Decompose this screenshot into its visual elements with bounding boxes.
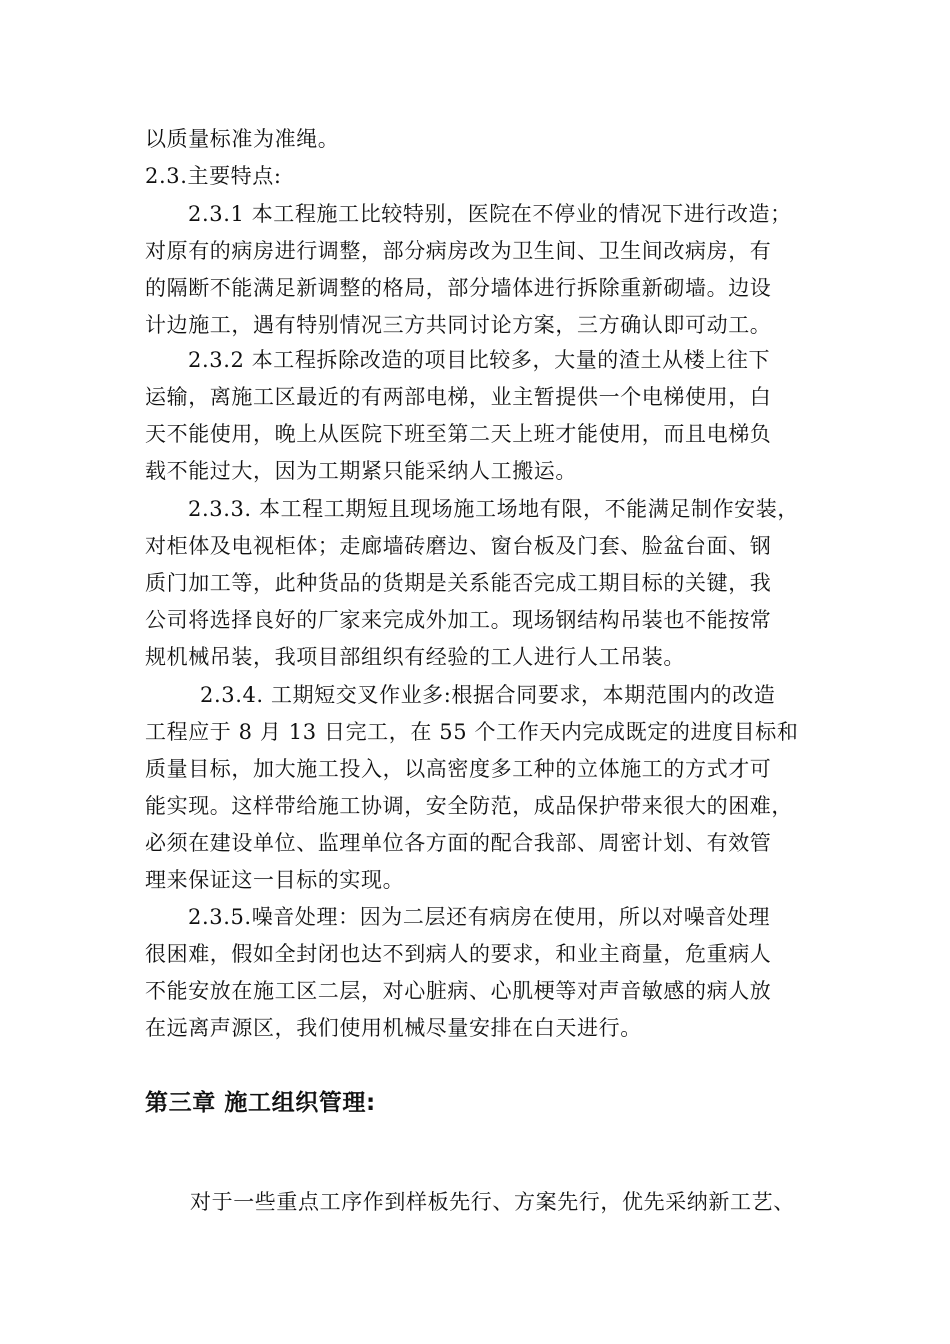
text-line: 以质量标准为准绳。	[145, 127, 340, 151]
text-line: 运输，离施工区最近的有两部电梯，业主暂提供一个电梯使用，白	[145, 385, 772, 409]
text-line: 2.3.2 本工程拆除改造的项目比较多，大量的渣土从楼上往下	[188, 348, 771, 372]
text-line: 2.3.5.噪音处理：因为二层还有病房在使用，所以对噪音处理	[188, 905, 771, 929]
chapter-heading: 第三章 施工组织管理:	[145, 1090, 376, 1116]
text-line: 规机械吊装，我项目部组织有经验的工人进行人工吊装。	[145, 645, 685, 669]
text-line: 计边施工，遇有特别情况三方共同讨论方案，三方确认即可动工。	[145, 313, 772, 337]
text-line: 很困难，假如全封闭也达不到病人的要求，和业主商量，危重病人	[145, 942, 772, 966]
text-line: 对原有的病房进行调整，部分病房改为卫生间、卫生间改病房，有	[145, 239, 772, 263]
text-line: 2.3.3. 本工程工期短且现场施工场地有限，不能满足制作安装，	[188, 497, 799, 521]
text-line: 2.3.1 本工程施工比较特别，医院在不停业的情况下进行改造；	[188, 202, 792, 226]
text-line: 载不能过大，因为工期紧只能采纳人工搬运。	[145, 459, 577, 483]
text-line: 的隔断不能满足新调整的格局，部分墙体进行拆除重新砌墙。边设	[145, 276, 772, 300]
text-line: 公司将选择良好的厂家来完成外加工。现场钢结构吊装也不能按常	[145, 608, 772, 632]
text-line: 对于一些重点工序作到样板先行、方案先行，优先采纳新工艺、	[190, 1190, 795, 1214]
text-line: 理来保证这一目标的实现。	[145, 868, 405, 892]
text-line: 工程应于 8 月 13 日完工，在 55 个工作天内完成既定的进度目标和	[145, 720, 799, 744]
text-line: 必须在建设单位、监理单位各方面的配合我部、周密计划、有效管	[145, 831, 772, 855]
text-line: 能实现。这样带给施工协调，安全防范，成品保护带来很大的困难，	[145, 794, 793, 818]
text-line: 质门加工等，此种货品的货期是关系能否完成工期目标的关键，我	[145, 571, 772, 595]
text-line: 天不能使用，晚上从医院下班至第二天上班才能使用，而且电梯负	[145, 422, 772, 446]
text-line: 不能安放在施工区二层，对心脏病、心肌梗等对声音敏感的病人放	[145, 979, 772, 1003]
text-line: 2.3.4. 工期短交叉作业多:根据合同要求，本期范围内的改造	[200, 683, 776, 707]
text-line: 在远离声源区，我们使用机械尽量安排在白天进行。	[145, 1016, 642, 1040]
text-line: 质量目标，加大施工投入，以高密度多工种的立体施工的方式才可	[145, 757, 772, 781]
section-heading: 2.3.主要特点:	[145, 164, 282, 188]
text-line: 对柜体及电视柜体；走廊墙砖磨边、窗台板及门套、脸盆台面、钢	[145, 534, 772, 558]
